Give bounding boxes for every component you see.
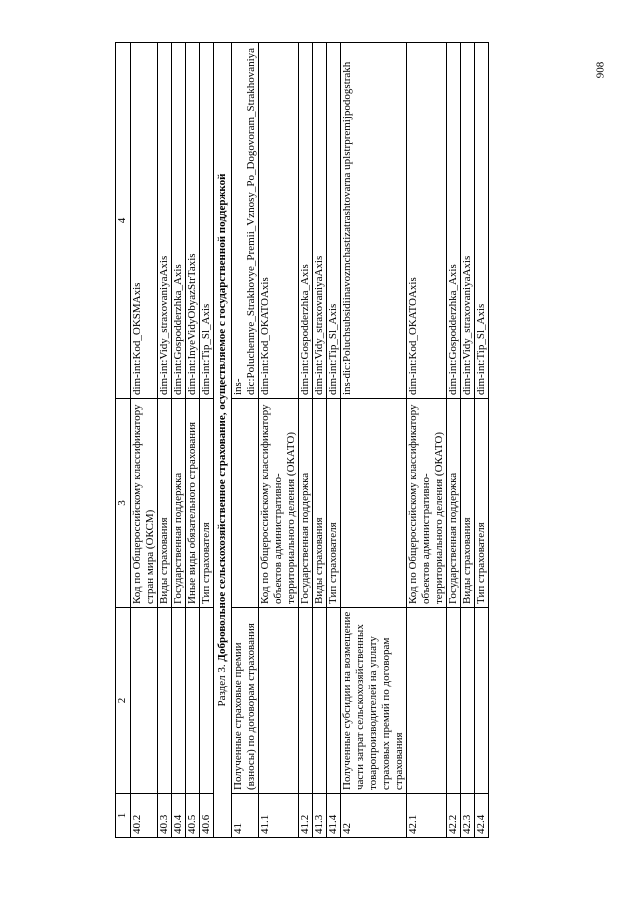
table-body-bottom (232, 43, 489, 838)
row-dimension-cell: Тип страхователя (327, 399, 341, 608)
row-name-cell: Полученные страховые премии (взносы) по договорам страхования (232, 608, 259, 794)
row-dimension-cell (232, 399, 259, 608)
row-dimension-cell: Государственная поддержка (447, 399, 461, 608)
row-code-cell: dim-int:Tip_Sl_Axis (475, 43, 489, 399)
row-code-cell: dim-int:Gospodderzhka_Axis (447, 43, 461, 399)
table-row (200, 43, 214, 838)
row-number-cell: 40.3 (158, 794, 172, 838)
row-name-cell (172, 608, 186, 794)
row-name-cell (475, 608, 489, 794)
table-row (232, 43, 259, 838)
row-code-cell: dim-int:Kod_OKSMAxis (131, 43, 158, 399)
row-name-cell (313, 608, 327, 794)
section-row (214, 43, 232, 838)
row-number-cell: 41.1 (259, 794, 299, 838)
header-col-1: 1 (116, 794, 131, 838)
row-number-cell: 41.3 (313, 794, 327, 838)
row-number-cell: 42.3 (461, 794, 475, 838)
table-row (341, 43, 407, 838)
section-prefix: Раздел 3. (216, 661, 228, 707)
table-row (461, 43, 475, 838)
row-number-cell: 40.2 (131, 794, 158, 838)
table-row (299, 43, 313, 838)
table-row (131, 43, 158, 838)
row-code-cell: ins-dic:Poluchsubsidiinavozmchastizatrashtovarna uplstrpremijpodogstrakh (341, 43, 407, 399)
row-code-cell: dim-int:Vidy_straxovaniyaAxis (313, 43, 327, 399)
table-row (172, 43, 186, 838)
header-row (116, 43, 131, 838)
section-title: Добровольное сельскохозяйственное страхование, осуществляемое с государственной поддержкой (216, 173, 228, 662)
row-name-cell (407, 608, 447, 794)
row-name-cell (327, 608, 341, 794)
row-number-cell: 42.2 (447, 794, 461, 838)
row-number-cell: 40.6 (200, 794, 214, 838)
page-number: 908 (594, 61, 607, 79)
row-dimension-cell: Государственная поддержка (172, 399, 186, 608)
row-code-cell: dim-int:Gospodderzhka_Axis (172, 43, 186, 399)
rotated-table-container (115, 43, 585, 838)
table-row (475, 43, 489, 838)
row-dimension-cell: Тип страхователя (200, 399, 214, 608)
row-dimension-cell: Код по Общероссийскому классификатору стран мира (ОКСМ) (131, 399, 158, 608)
row-code-cell: dim-int:Vidy_straxovaniyaAxis (158, 43, 172, 399)
document-table (115, 42, 489, 838)
table-row (186, 43, 200, 838)
row-code-cell: dim-int:Gospodderzhka_Axis (299, 43, 313, 399)
table-row (158, 43, 172, 838)
row-number-cell: 42 (341, 794, 407, 838)
row-dimension-cell: Виды страхования (461, 399, 475, 608)
table-row (327, 43, 341, 838)
table-body-top (131, 43, 214, 838)
row-number-cell: 41.2 (299, 794, 313, 838)
header-col-4: 4 (116, 43, 131, 399)
row-dimension-cell (341, 399, 407, 608)
row-name-cell (299, 608, 313, 794)
row-code-cell: dim-int:Vidy_straxovaniyaAxis (461, 43, 475, 399)
row-name-cell (259, 608, 299, 794)
row-code-cell: dim-int:Tip_Sl_Axis (200, 43, 214, 399)
table-row (407, 43, 447, 838)
section-body (214, 43, 232, 838)
row-name-cell (186, 608, 200, 794)
row-number-cell: 40.4 (172, 794, 186, 838)
row-dimension-cell: Код по Общероссийскому классификатору объектов административно-территориального деления (ОКАТО) (407, 399, 447, 608)
table-row (259, 43, 299, 838)
row-code-cell: dim-int:Kod_OKATOAxis (259, 43, 299, 399)
row-number-cell: 41 (232, 794, 259, 838)
row-code-cell: ins-dic:Poluchennye_Strakhovye_Premii_Vznosy_Po_Dogovoram_Strakhovaniya (232, 43, 259, 399)
table-row (447, 43, 461, 838)
row-name-cell (447, 608, 461, 794)
header-col-2: 2 (116, 608, 131, 794)
row-code-cell: dim-int:Kod_OKATOAxis (407, 43, 447, 399)
row-name-cell: Полученные субсидии на возмещение части затрат сельскохозяйственных товаропроизводителей на уплату страховых премий по договорам страхования (341, 608, 407, 794)
section-heading (214, 43, 232, 838)
row-number-cell: 42.4 (475, 794, 489, 838)
row-dimension-cell: Государственная поддержка (299, 399, 313, 608)
row-dimension-cell: Код по Общероссийскому классификатору объектов административно-территориального деления (ОКАТО) (259, 399, 299, 608)
row-code-cell: dim-int:Tip_Sl_Axis (327, 43, 341, 399)
row-number-cell: 40.5 (186, 794, 200, 838)
row-dimension-cell: Тип страхователя (475, 399, 489, 608)
row-dimension-cell: Иные виды обязательного страхования (186, 399, 200, 608)
row-dimension-cell: Виды страхования (158, 399, 172, 608)
row-name-cell (131, 608, 158, 794)
row-name-cell (200, 608, 214, 794)
row-code-cell: dim-int:InyeVidyObyazStrTaxis (186, 43, 200, 399)
row-dimension-cell: Виды страхования (313, 399, 327, 608)
row-name-cell (158, 608, 172, 794)
row-number-cell: 41.4 (327, 794, 341, 838)
header-col-3: 3 (116, 399, 131, 608)
row-number-cell: 42.1 (407, 794, 447, 838)
row-name-cell (461, 608, 475, 794)
table-row (313, 43, 327, 838)
